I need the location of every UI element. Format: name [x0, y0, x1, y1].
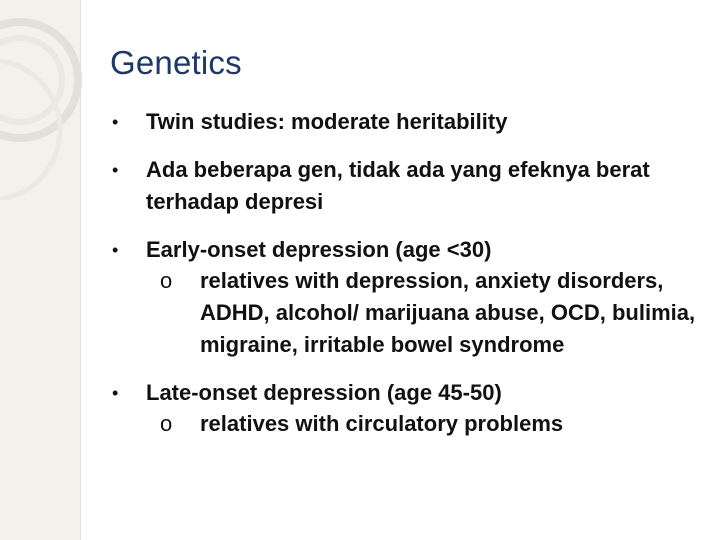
sub-bullet-item — [160, 265, 702, 361]
bullet-item — [112, 106, 702, 138]
sub-bullet-text: relatives with circulatory problems — [200, 411, 564, 436]
bullet-marker: • — [112, 383, 119, 403]
bullet-text: Ada beberapa gen, tidak ada yang efeknya berat terhadap depresi — [146, 157, 650, 214]
bullet-text: Twin studies: moderate heritability — [146, 109, 508, 134]
bullet-list — [112, 106, 702, 456]
bullet-text: Early-onset depression (age <30) — [146, 237, 492, 262]
slide-title: Genetics — [110, 44, 242, 81]
bullet-marker: • — [112, 240, 119, 260]
sub-bullet-text: relatives with depression, anxiety disorders, ADHD, alcohol/ marijuana abuse, OCD, bulimia, migraine, irritable bowel syndrome — [200, 268, 696, 357]
sub-bullet-item — [160, 408, 702, 440]
bullet-text: Late-onset depression (age 45-50) — [146, 380, 502, 405]
sub-bullet-marker: o — [160, 268, 173, 293]
bullet-marker: • — [112, 112, 119, 132]
bullet-item — [112, 154, 702, 218]
bullet-item — [112, 377, 702, 440]
sub-bullet-marker: o — [160, 411, 173, 436]
decorative-rings-graphic — [0, 0, 120, 200]
bullet-marker: • — [112, 160, 119, 180]
bullet-item — [112, 234, 702, 361]
